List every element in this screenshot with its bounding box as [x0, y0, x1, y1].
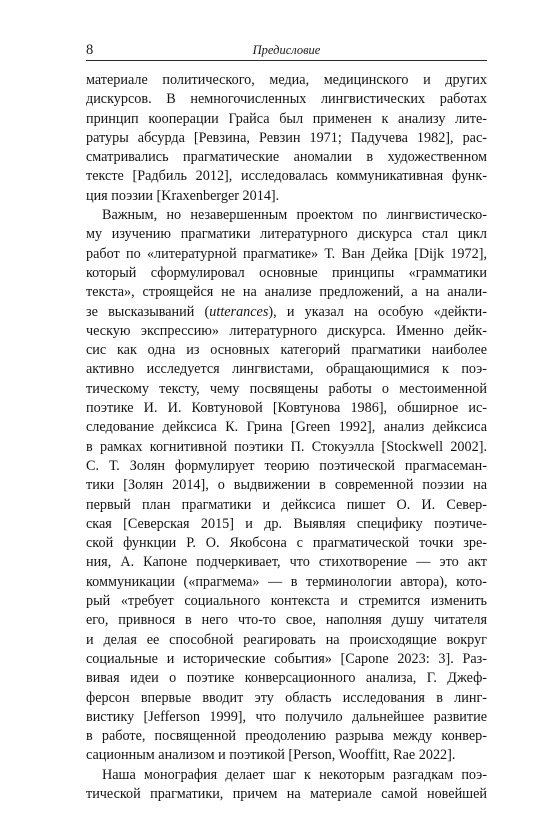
text-line: в рамках когнитивной поэтики П. Стокуэлла [Stockwell 2002]. [86, 438, 487, 455]
text-line: поэтике И. И. Ковтуновой [Ковтунова 1986], обширное ис- [86, 400, 487, 417]
text-line: сационным анализом и поэтикой [Person, Wooffitt, Rae 2022]. [86, 747, 456, 764]
text-line: в работе, посвященной преодолению разрыва между конвер- [86, 728, 487, 745]
text-line: тики [Золян 2014], о выдвижении в современной поэзии на [86, 477, 487, 494]
text-line: ция поэзии [Kraxenberger 2014]. [86, 187, 280, 204]
text-line: первый план прагматики и дейксиса пишет О. И. Север- [86, 496, 487, 513]
text-line: зе высказываний (utterances), и указал на особую «дейкти- [86, 303, 487, 320]
text-line: ская [Северская 2015] и др. Выявляя специфику поэтиче- [86, 515, 487, 532]
running-head [86, 41, 487, 59]
body-text [86, 71, 487, 804]
paragraph [86, 766, 487, 805]
text-line: следование дейксиса К. Грина [Green 1992], анализ дейксиса [86, 419, 487, 436]
section-title: Предисловие [252, 43, 321, 57]
text-line: текста», строящейся не на анализе предложений, а на анали- [86, 284, 487, 301]
page-number: 8 [86, 42, 94, 58]
text-line: социальные и исторические события» [Capone 2023: 3]. Раз- [86, 650, 487, 667]
text-line: Наша монография делает шаг к некоторым разгадкам поэ- [102, 766, 487, 783]
text-line: рый «требует социального контекста и стремится изменить [86, 593, 487, 610]
text-line: коммуникации («прагмема» — в терминологии автора), кото- [86, 573, 487, 590]
text-line: С. Т. Золян формулирует теорию поэтической прагмасеман- [86, 457, 487, 474]
text-line: и делая ее способной реагировать на происходящие вокруг [86, 631, 487, 648]
text-line: тическому тексту, чему посвящены работы о местоименной [86, 380, 487, 397]
text-line: ратуры абсурда [Ревзина, Ревзин 1971; Падучева 1982], рас- [86, 129, 487, 146]
text-line: вистику [Jefferson 1999], что получило дальнейшее развитие [86, 708, 487, 725]
text-line: му изучению прагматики литературного дискурса стал цикл [86, 226, 487, 243]
text-line: активно исследуется лингвистами, обращающимися к поэ- [86, 361, 487, 378]
text-line: сис как одна из основных категорий прагматики наиболее [86, 342, 487, 359]
text-line: материале политического, медиа, медицинского и других [86, 72, 487, 88]
text-line: тексте [Радбиль 2012], исследовалась коммуникативная функ- [86, 168, 487, 185]
text-line: тической прагматики, причем на материале самой новейшей [86, 785, 487, 802]
text-line: сматривались прагматические аномалии в художественном [86, 149, 487, 166]
text-line: ния, А. Капоне подчеркивает, что стихотворение — это акт [86, 554, 487, 571]
text-line: Важным, но незавершенным проектом по лингвистическо- [102, 207, 487, 224]
text-line: принцип кооперации Грайса был применен к анализу лите- [86, 110, 487, 127]
paragraph [86, 206, 487, 766]
italic-term: utterances [209, 303, 269, 320]
header-rule [86, 60, 487, 61]
paragraph [86, 71, 487, 206]
text-line: ферсон впервые вводит эту область исследования в линг- [86, 689, 487, 706]
text-line: который сформулировал основные принципы «грамматики [86, 264, 487, 281]
text-line: дискурсов. В немногочисленных лингвистических работах [86, 91, 487, 108]
text-line: ской функции Р. О. Якобсона с прагматической точки зре- [86, 535, 487, 552]
text-line: его, привнося в него что-то свое, наполняя душу читателя [86, 612, 487, 629]
text-line: работ по «литературной прагматике» Т. Ван Дейка [Dijk 1972], [86, 245, 487, 262]
text-line: вивая идеи о поэтике конверсационного анализа, Г. Джеф- [86, 670, 487, 687]
text-line: ческую экспрессию» литературного дискурса. Именно дейк- [86, 322, 487, 339]
